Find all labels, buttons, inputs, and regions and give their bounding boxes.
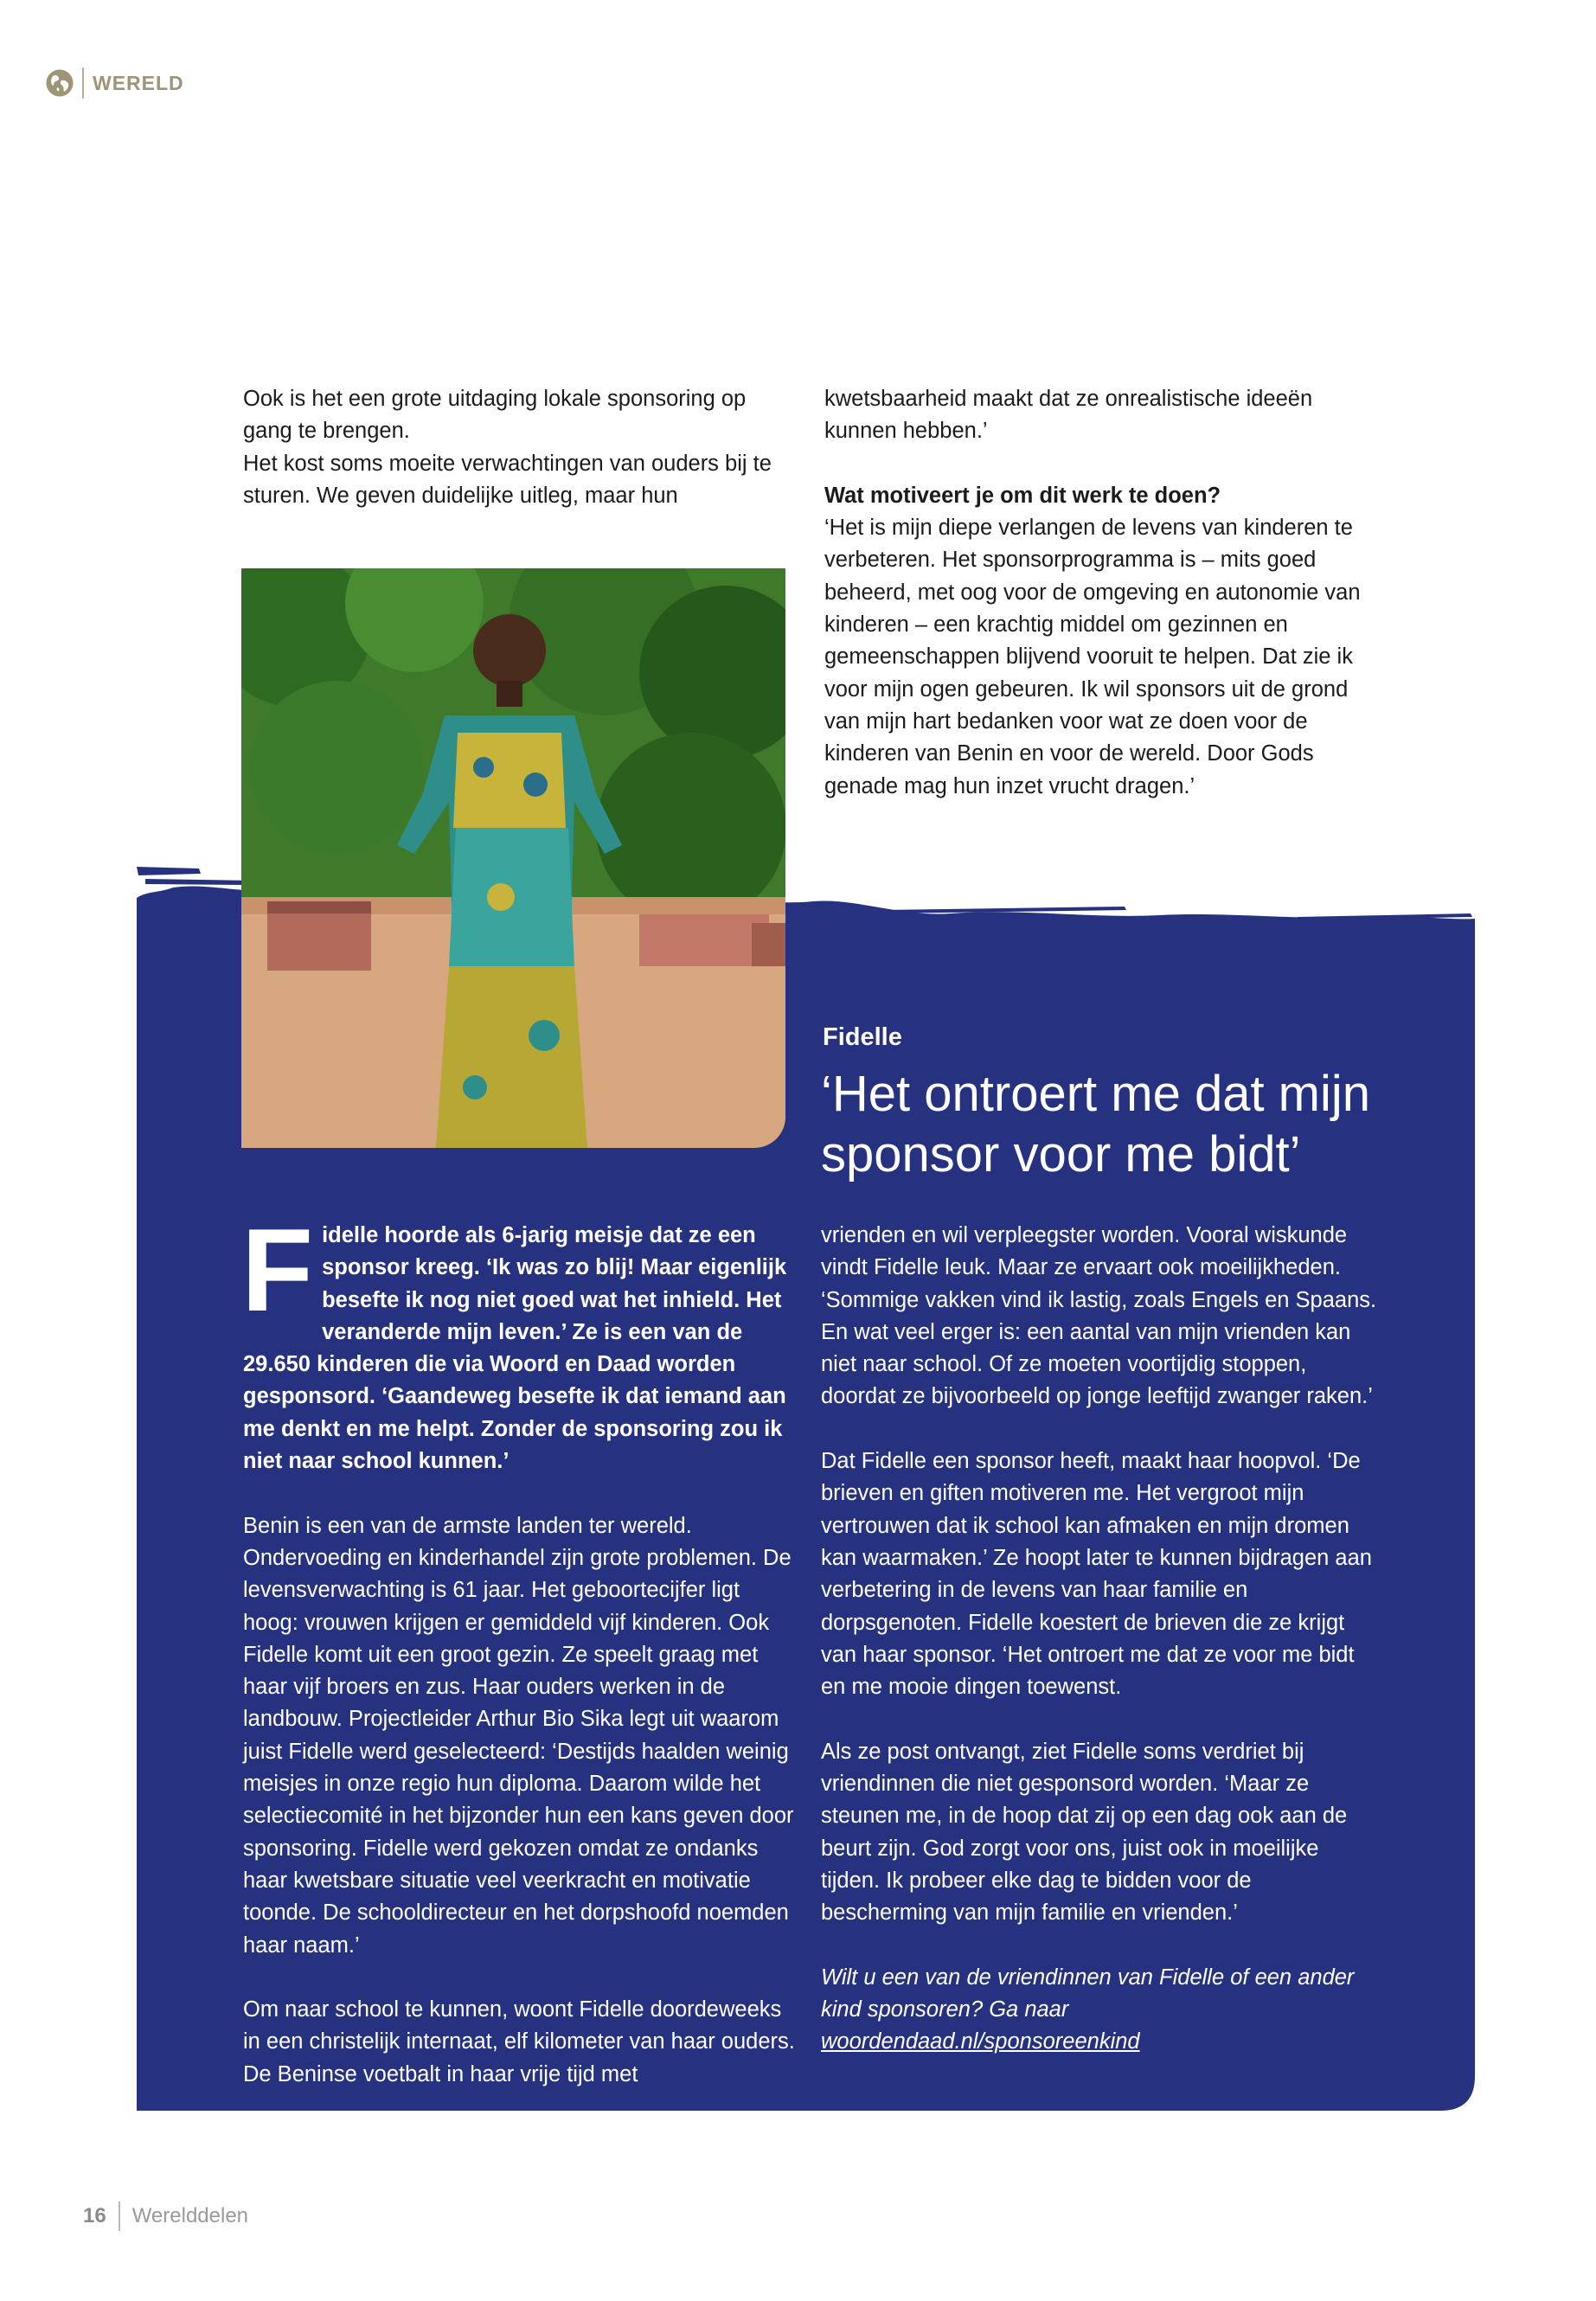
intro-continuation: kwetsbaarheid maakt dat ze onrealistische ideeën kunnen hebben.’ xyxy=(824,387,1313,444)
article-paragraph: Benin is een van de armste landen ter wereld. Ondervoeding en kinderhandel zijn grote problemen. De levensverwachting is 61 jaar. Het geboortecijfer ligt hoog: vrouwen krijgen er gemiddeld vijf kinderen. Ook Fidelle komt uit een groot gezin. Ze speelt graag met haar vijf broers en zus. Haar ouders werken in de landbouw. Projectleider Arthur Bio Sika legt uit waarom juist Fidelle werd geselecteerd: ‘Destijds haalden weinig meisjes in onze regio hun diploma. Daarom wilde het selectiecomité in het bijzonder hun een kans geven door sponsoring. Fidelle werd gekozen omdat ze ondanks haar kwetsbare situatie veel veerkracht en motivatie toonde. De schooldirecteur en het dorpshoofd noemden haar naam.’ xyxy=(243,1513,794,1958)
intro-right-column xyxy=(824,383,1361,803)
fidelle-photo xyxy=(241,568,785,1148)
article-lead xyxy=(241,1204,797,1477)
cta-text: Wilt u een van de vriendinnen van Fidelle of een ander kind sponsoren? Ga naar xyxy=(821,1965,1355,2022)
article-headline: ‘Het ontroert me dat mijn sponsor voor me bidt’ xyxy=(821,1066,1371,1183)
article-left-column xyxy=(241,1204,797,2091)
article-paragraph: Dat Fidelle een sponsor heeft, maakt haar hoopvol. ‘De brieven en giften motiveren me. Het vergroot mijn vertrouwen dat ik school kan afmaken en mijn dromen kan waarmaken.’ Ze hoopt later te kunnen bijdragen aan verbetering in de levens van haar familie en dorpsgenoten. Fidelle koestert de brieven die ze krijgt van haar sponsor. ‘Het ontroert me dat ze voor me bidt en me mooie dingen toewenst. xyxy=(821,1449,1372,1700)
drop-cap: F xyxy=(241,1204,314,1336)
article-paragraph: Als ze post ontvangt, ziet Fidelle soms verdriet bij vriendinnen die niet gesponsord worden. ‘Maar ze steunen me, in de hoop dat zij op een dag ook aan de beurt zijn. God zorgt voor ons, juist ook in moeilijke tijden. Ik probeer elke dag te bidden voor de bescherming van mijn familie en vrienden.’ xyxy=(821,1739,1348,1926)
article-paragraph: Om naar school te kunnen, woont Fidelle doordeweeks in een christelijk internaat, elf kilometer van haar ouders. De Beninse voetbalt in haar vrije tijd met xyxy=(243,1997,795,2086)
page-footer xyxy=(83,2201,248,2232)
sponsor-link[interactable]: woordendaad.nl/sponsoreenkind xyxy=(821,2029,1140,2054)
article-paragraph: vrienden en wil verpleegster worden. Vooral wiskunde vindt Fidelle leuk. Maar ze ervaart ook moeilijkheden. ‘Sommige vakken vind ik lastig, zoals Engels en Spaans. En wat veel erger is: een aantal van mijn vrienden kan niet naar school. Of ze moeten voortijdig stoppen, doordat ze bijvoorbeeld op jonge leeftijd zwanger raken.’ xyxy=(821,1223,1377,1409)
intro-paragraph: Het kost soms moeite verwachtingen van ouders bij te sturen. We geven duidelijke uitleg, maar hun xyxy=(243,451,772,508)
lead-text: idelle hoorde als 6-jarig meisje dat ze een sponsor kreeg. ‘Ik was zo blij! Maar eigenlijk besefte ik nog niet goed wat het inhield. Het veranderde mijn leven.’ Ze is een van de 29.650 kinderen die via Woord en Daad worden gesponsord. ‘Gaandeweg besefte ik dat iemand aan me denkt en me helpt. Zonder de sponsoring zou ik niet naar school kunnen.’ xyxy=(243,1223,787,1474)
article-right-column xyxy=(821,1220,1383,2059)
section-header xyxy=(45,67,184,99)
header-divider xyxy=(82,67,84,99)
interview-answer: ‘Het is mijn diepe verlangen de levens van kinderen te verbeteren. Het sponsorprogramma is – mits goed beheerd, met oog voor de omgeving en autonomie van kinderen – een krachtig middel om gezinnen en gemeenschappen blijvend vooruit te helpen. Dat zie ik voor mijn ogen gebeuren. Ik wil sponsors uit de grond van mijn hart bedanken voor wat ze doen voor de kinderen van Benin en voor de wereld. Door Gods genade mag hun inzet vrucht dragen.’ xyxy=(824,516,1361,798)
section-label: WERELD xyxy=(93,71,184,94)
photo-illustration xyxy=(241,568,785,1148)
intro-paragraph: Ook is het een grote uitdaging lokale sponsoring op gang te brengen. xyxy=(243,387,747,444)
magazine-name: Werelddelen xyxy=(131,2204,249,2227)
call-to-action xyxy=(821,1962,1383,2059)
globe-icon xyxy=(45,68,74,98)
interview-question: Wat motiveert je om dit werk te doen? xyxy=(824,483,1221,508)
page-number: 16 xyxy=(83,2204,106,2227)
footer-divider xyxy=(119,2202,120,2231)
article-kicker: Fidelle xyxy=(823,1023,902,1051)
intro-left-column xyxy=(243,383,779,512)
